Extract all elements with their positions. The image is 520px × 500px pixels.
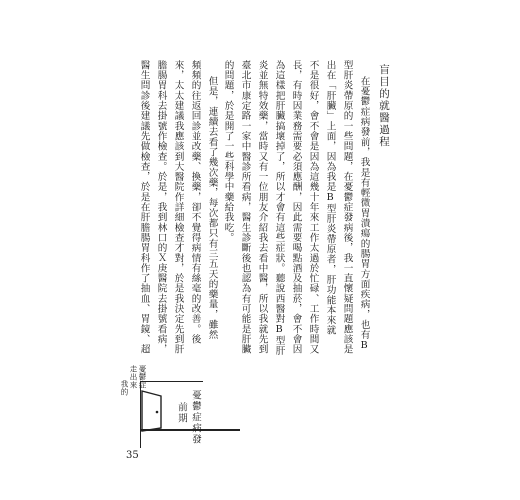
text-column: 長，有時因業務需要必須應酬，因此需要喝點酒及抽菸，會不會因 xyxy=(290,60,302,355)
text-column: 膽腸胃科去掛號作檢查。於是，我到林口的Ｘ庚醫院去掛號看病， xyxy=(155,60,167,355)
side-tab-line-2: 走出來 xyxy=(129,365,138,389)
text-column: 在憂鬱症病發前，我是有輕微胃潰瘍的腸胃方面疾病，也有B xyxy=(358,76,370,352)
text-column: 出在「肝臟」上面，因為我是B型肝炎帶原者，肝功能本來就 xyxy=(324,60,336,336)
door-label-line-2: 前期 xyxy=(176,402,187,424)
text-column: 型肝炎帶原的一些問題，在憂鬱症發病後，我一直懷疑問題應該是 xyxy=(341,60,353,355)
side-tab-line-3: 我的 xyxy=(120,380,129,396)
text-column: 的問題，於是開了一些科學中藥給我吃。 xyxy=(222,60,234,243)
text-column: 為這樣把肝臟搞壞掉了，所以才會有這些症狀。聽說西醫對B型肝 xyxy=(273,60,285,356)
section-title: 盲目的就醫過程 xyxy=(378,64,390,148)
door-label-line-1: 憂鬱症病發 xyxy=(190,390,201,445)
text-column: 醫生問診後建議先做檢查，於是在肝膽腸胃科作了抽血、胃鏡、超 xyxy=(138,60,150,355)
text-column: 頻頻的往返回診並改藥、換藥，卻不覺得病情有絲毫的改善。後 xyxy=(189,60,201,345)
text-column: 來，太太建議我應該到大醫院作詳細檢查才對，於是我決定先到肝 xyxy=(172,60,184,355)
text-column: 炎並無特效藥，當時又有一位朋友介紹我去看中醫，所以我就先到 xyxy=(256,60,268,355)
text-column: 臺北市康定路一家中醫診所看病，醫生診斷後也認為有可能是肝臟 xyxy=(239,60,251,355)
text-column: 但是，連續去看了幾次藥，每次都只有三五天的藥量，雖然 xyxy=(206,76,218,340)
open-door-icon xyxy=(141,390,169,432)
side-tab-line-1: 憂鬱症 xyxy=(138,365,147,389)
page-number: 35 xyxy=(126,450,139,461)
text-column: 不是很好，會不會是因為這幾十年來工作太過於忙碌、工作時間又 xyxy=(307,60,319,355)
